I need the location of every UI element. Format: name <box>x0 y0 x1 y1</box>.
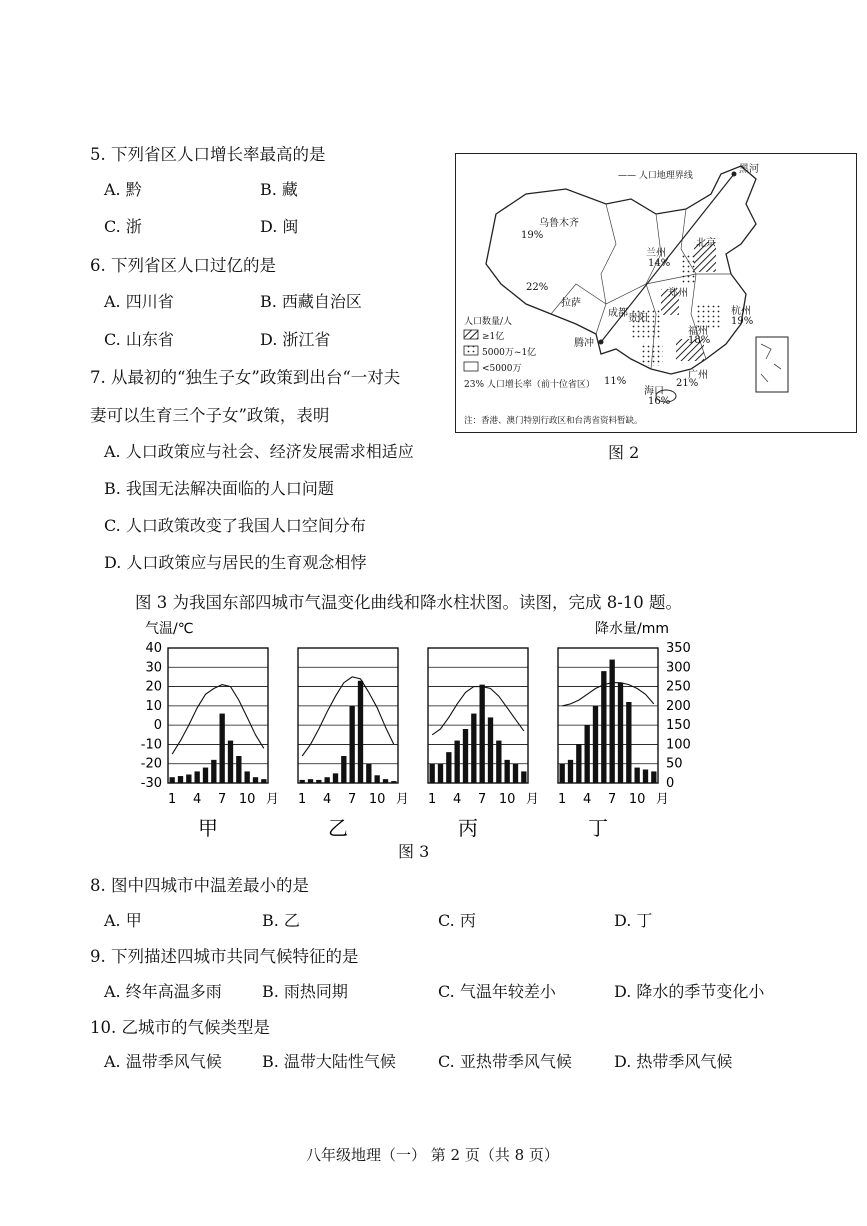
precip-bar <box>471 714 476 783</box>
precip-tick-label: 0 <box>666 776 675 791</box>
map-legend-4: 23% 人口增长率（前十位省区） <box>464 380 595 390</box>
temp-tick-label: 30 <box>145 660 162 676</box>
map-rate-hangzhou: 19% <box>731 316 754 327</box>
q7-option-b[interactable]: B. 我国无法解决面临的人口问题 <box>104 479 334 498</box>
precip-bar <box>211 760 216 783</box>
precip-bar <box>610 660 615 783</box>
month-tick-label: 月 <box>655 792 669 807</box>
map-legend-3: <5000万 <box>482 364 522 374</box>
q7-stem-line1: 7. 从最初的“独生子女”政策到出台“一对夫 <box>90 368 401 387</box>
temp-axis-label: 气温/℃ <box>145 621 194 637</box>
map-line-label: —— 人口地理界线 <box>618 171 693 181</box>
map-city-hangzhou: 杭州 <box>731 306 751 317</box>
precip-tick-label: 250 <box>666 679 691 695</box>
map-legend-title: 人口数量/人 <box>464 317 513 327</box>
precip-tick-label: 200 <box>666 698 691 714</box>
map-city-chengdu: 成都 <box>608 308 628 319</box>
precip-bar <box>316 780 321 783</box>
month-tick-label: 4 <box>323 792 332 807</box>
precip-bar <box>446 752 451 783</box>
map-city-heihe: 黑河 <box>739 164 759 175</box>
map-note: 注：香港、澳门特别行政区和台湾省资料暂缺。 <box>464 416 643 426</box>
temp-tick-label: 20 <box>145 679 162 695</box>
map-rate-lanzhou: 14% <box>648 258 671 269</box>
q10-option-b[interactable]: B. 温带大陆性气候 <box>262 1052 396 1071</box>
precip-tick-label: 100 <box>666 737 691 753</box>
precip-bar <box>375 775 380 783</box>
map-city-haikou: 海口 <box>644 386 664 397</box>
precip-bar <box>236 756 241 783</box>
month-tick-label: 月 <box>395 792 409 807</box>
q5-option-c[interactable]: C. 浙 <box>104 217 142 236</box>
month-tick-label: 1 <box>428 792 437 807</box>
map-legend-2: 5000万~1亿 <box>482 348 537 358</box>
precip-bar <box>455 741 460 783</box>
precip-tick-label: 50 <box>666 756 683 772</box>
month-tick-label: 月 <box>265 792 279 807</box>
precip-bar <box>261 779 266 783</box>
climate-charts <box>130 613 720 843</box>
precip-bar <box>178 776 183 783</box>
figure-3-caption: 图 3 <box>398 842 430 861</box>
precip-bar <box>521 771 526 783</box>
precip-bar <box>593 706 598 783</box>
month-tick-label: 4 <box>453 792 462 807</box>
precip-bar <box>186 775 191 783</box>
map-rate-haikou: 16% <box>648 396 671 407</box>
precip-bar <box>576 744 581 783</box>
q8-option-c[interactable]: C. 丙 <box>438 911 476 930</box>
map-city-guangzhou: 广州 <box>688 370 708 381</box>
month-tick-label: 4 <box>193 792 202 807</box>
temp-tick-label: -10 <box>140 737 162 753</box>
precip-bar <box>560 764 565 783</box>
precip-tick-label: 350 <box>666 641 691 656</box>
precip-bar <box>366 764 371 783</box>
q5-option-d[interactable]: D. 闽 <box>260 217 299 236</box>
precip-bar <box>391 781 396 783</box>
precip-bar <box>358 681 363 783</box>
population-map <box>455 153 857 433</box>
city-name-label: 乙 <box>328 816 348 840</box>
month-tick-label: 1 <box>168 792 177 807</box>
panel-frame <box>168 648 268 783</box>
precip-bar <box>245 771 250 783</box>
climate-panel-3 <box>428 648 539 840</box>
precip-bar <box>463 729 468 783</box>
q7-option-d[interactable]: D. 人口政策应与居民的生育观念相悖 <box>104 553 367 572</box>
q6-stem: 6. 下列省区人口过亿的是 <box>90 256 276 275</box>
precip-bar <box>170 777 175 783</box>
fig3-intro: 图 3 为我国东部四城市气温变化曲线和降水柱状图。读图，完成 8-10 题。 <box>135 593 683 612</box>
month-tick-label: 4 <box>583 792 592 807</box>
city-name-label: 丙 <box>458 816 478 840</box>
map-city-urumqi: 乌鲁木齐 <box>539 218 579 229</box>
figure-2-caption: 图 2 <box>608 443 640 462</box>
panel-frame <box>298 648 398 783</box>
precip-bar <box>300 780 305 783</box>
map-rate-urumqi: 19% <box>521 230 544 241</box>
map-rate-guangzhou: 21% <box>676 378 699 389</box>
precip-bar <box>341 756 346 783</box>
q9-option-c[interactable]: C. 气温年较差小 <box>438 982 556 1001</box>
precip-bar <box>253 777 258 783</box>
precip-bar <box>480 685 485 783</box>
q6-option-d[interactable]: D. 浙江省 <box>260 330 331 349</box>
map-city-guiyang: 贵阳 <box>628 313 648 324</box>
map-rate-tibet: 22% <box>526 282 549 293</box>
month-tick-label: 7 <box>218 792 227 807</box>
map-city-zhengzhou: 郑州 <box>668 288 688 299</box>
precip-bar <box>383 779 388 783</box>
precip-bar <box>635 768 640 783</box>
precip-bar <box>220 714 225 783</box>
month-tick-label: 7 <box>348 792 357 807</box>
q10-option-c[interactable]: C. 亚热带季风气候 <box>438 1052 572 1071</box>
q9-option-b[interactable]: B. 雨热同期 <box>262 982 348 1001</box>
map-rate-fuzhou: 18% <box>688 335 711 346</box>
q5-option-b[interactable]: B. 藏 <box>260 180 298 199</box>
q7-option-a[interactable]: A. 人口政策应与社会、经济发展需求相适应 <box>104 442 414 461</box>
map-rate-yunnan: 11% <box>604 376 627 387</box>
temp-tick-label: 10 <box>145 698 162 714</box>
city-name-label: 丁 <box>588 816 608 840</box>
q5-stem: 5. 下列省区人口增长率最高的是 <box>90 145 326 164</box>
temp-tick-label: 0 <box>153 718 162 734</box>
q10-stem: 10. 乙城市的气候类型是 <box>90 1018 270 1037</box>
precip-bar <box>333 773 338 783</box>
q5-option-a[interactable]: A. 黔 <box>104 180 142 199</box>
precip-bar <box>643 770 648 784</box>
precip-tick-label: 150 <box>666 718 691 734</box>
map-city-fuzhou: 福州 <box>688 326 708 337</box>
temp-tick-label: -20 <box>140 756 162 772</box>
month-tick-label: 10 <box>238 792 256 807</box>
month-tick-label: 7 <box>608 792 617 807</box>
precip-bar <box>585 725 590 783</box>
climate-panel-4 <box>558 648 669 840</box>
precip-bar <box>195 771 200 783</box>
q7-option-c[interactable]: C. 人口政策改变了我国人口空间分布 <box>104 516 366 535</box>
q8-option-d[interactable]: D. 丁 <box>614 911 653 930</box>
precip-bar <box>325 777 330 783</box>
precip-axis-label: 降水量/mm <box>595 621 669 637</box>
q9-stem: 9. 下列描述四城市共同气候特征的是 <box>90 947 359 966</box>
temp-tick-label: 40 <box>145 641 162 656</box>
month-tick-label: 1 <box>298 792 307 807</box>
map-legend-1: ≥1亿 <box>482 332 505 342</box>
q9-option-d[interactable]: D. 降水的季节变化小 <box>614 982 765 1001</box>
month-tick-label: 1 <box>558 792 567 807</box>
precip-tick-label: 300 <box>666 660 691 676</box>
precip-bar <box>505 760 510 783</box>
q8-option-b[interactable]: B. 乙 <box>262 911 300 930</box>
q6-option-a[interactable]: A. 四川省 <box>104 292 174 311</box>
precip-bar <box>228 741 233 783</box>
precip-bar <box>308 779 313 783</box>
precip-bar <box>626 702 631 783</box>
precip-bar <box>438 764 443 783</box>
precip-bar <box>601 671 606 783</box>
climate-panel-1 <box>168 648 279 840</box>
precip-bar <box>496 741 501 783</box>
q7-stem-line2: 妻可以生育三个子女”政策，表明 <box>90 406 330 425</box>
month-tick-label: 10 <box>628 792 646 807</box>
city-name-label: 甲 <box>198 816 218 840</box>
q10-option-d[interactable]: D. 热带季风气候 <box>614 1052 733 1071</box>
map-city-lanzhou: 兰州 <box>646 248 666 259</box>
q6-option-b[interactable]: B. 西藏自治区 <box>260 292 362 311</box>
map-city-beijing: 北京 <box>696 238 716 249</box>
month-tick-label: 10 <box>368 792 386 807</box>
month-tick-label: 10 <box>498 792 516 807</box>
precip-bar <box>430 764 435 783</box>
q8-option-a[interactable]: A. 甲 <box>104 911 142 930</box>
temp-tick-label: -30 <box>140 776 162 791</box>
map-city-lhasa: 拉萨 <box>561 298 581 309</box>
precip-bar <box>568 760 573 783</box>
precip-bar <box>651 771 656 783</box>
month-tick-label: 7 <box>478 792 487 807</box>
precip-bar <box>203 768 208 783</box>
climate-panel-2 <box>298 648 409 840</box>
precip-bar <box>488 717 493 783</box>
q8-stem: 8. 图中四城市中温差最小的是 <box>90 876 309 895</box>
page-footer: 八年级地理（一） 第 2 页（共 8 页） <box>306 1146 559 1164</box>
month-tick-label: 月 <box>525 792 539 807</box>
precip-bar <box>350 706 355 783</box>
q6-option-c[interactable]: C. 山东省 <box>104 330 174 349</box>
q9-option-a[interactable]: A. 终年高温多雨 <box>104 982 222 1001</box>
precip-bar <box>618 683 623 783</box>
q10-option-a[interactable]: A. 温带季风气候 <box>104 1052 222 1071</box>
map-city-tengchong: 腾冲 <box>574 338 594 349</box>
precip-bar <box>513 764 518 783</box>
